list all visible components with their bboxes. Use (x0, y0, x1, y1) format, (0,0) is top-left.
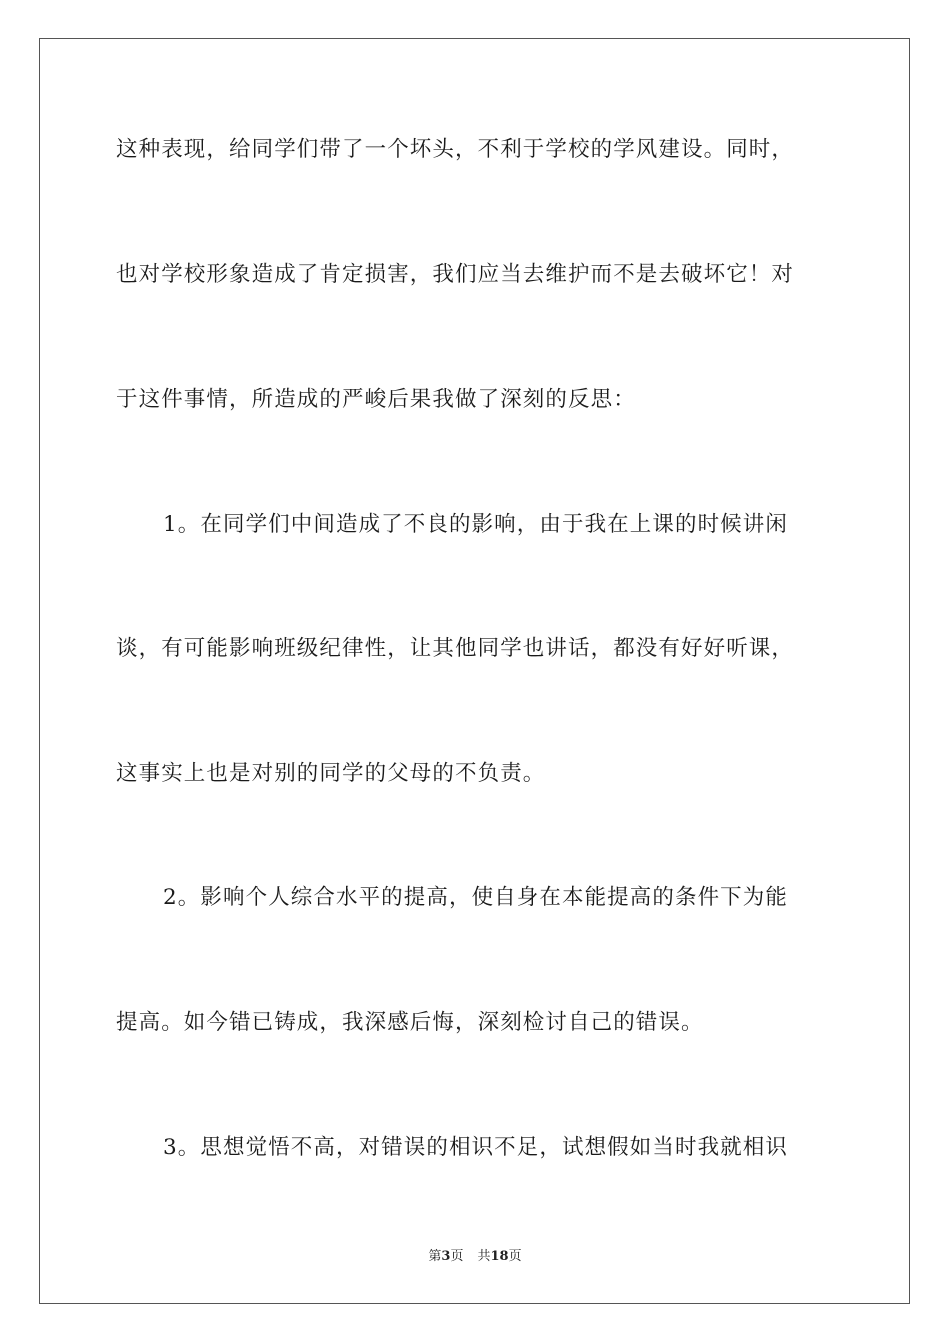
total-suffix: 页 (508, 1249, 522, 1264)
text-line-7: 2。影响个人综合水平的提高，使自身在本能提高的条件下为能 (163, 885, 788, 910)
text-line-3: 于这件事情，所造成的严峻后果我做了深刻的反思： (116, 387, 636, 412)
page-footer (0, 1248, 950, 1266)
page-prefix: 第 (428, 1249, 442, 1264)
total-prefix: 共 (477, 1249, 491, 1264)
text-line-1: 这种表现，给同学们带了一个坏头，不利于学校的学风建设。同时， (116, 137, 795, 162)
page-suffix: 页 (450, 1249, 464, 1264)
page-border (39, 38, 910, 1304)
text-line-9: 3。思想觉悟不高，对错误的相识不足，试想假如当时我就相识 (163, 1135, 788, 1160)
text-line-5: 谈，有可能影响班级纪律性，让其他同学也讲话，都没有好好听课， (116, 636, 795, 661)
text-line-4: 1。在同学们中间造成了不良的影响，由于我在上课的时候讲闲 (163, 512, 788, 537)
text-line-2: 也对学校形象造成了肯定损害，我们应当去维护而不是去破坏它！对 (116, 262, 795, 287)
text-line-6: 这事实上也是对别的同学的父母的不负责。 (116, 761, 546, 786)
total-pages: 18 (490, 1249, 509, 1264)
text-line-8: 提高。如今错已铸成，我深感后悔，深刻检讨自己的错误。 (116, 1010, 704, 1035)
page-number: 3 (441, 1249, 451, 1264)
